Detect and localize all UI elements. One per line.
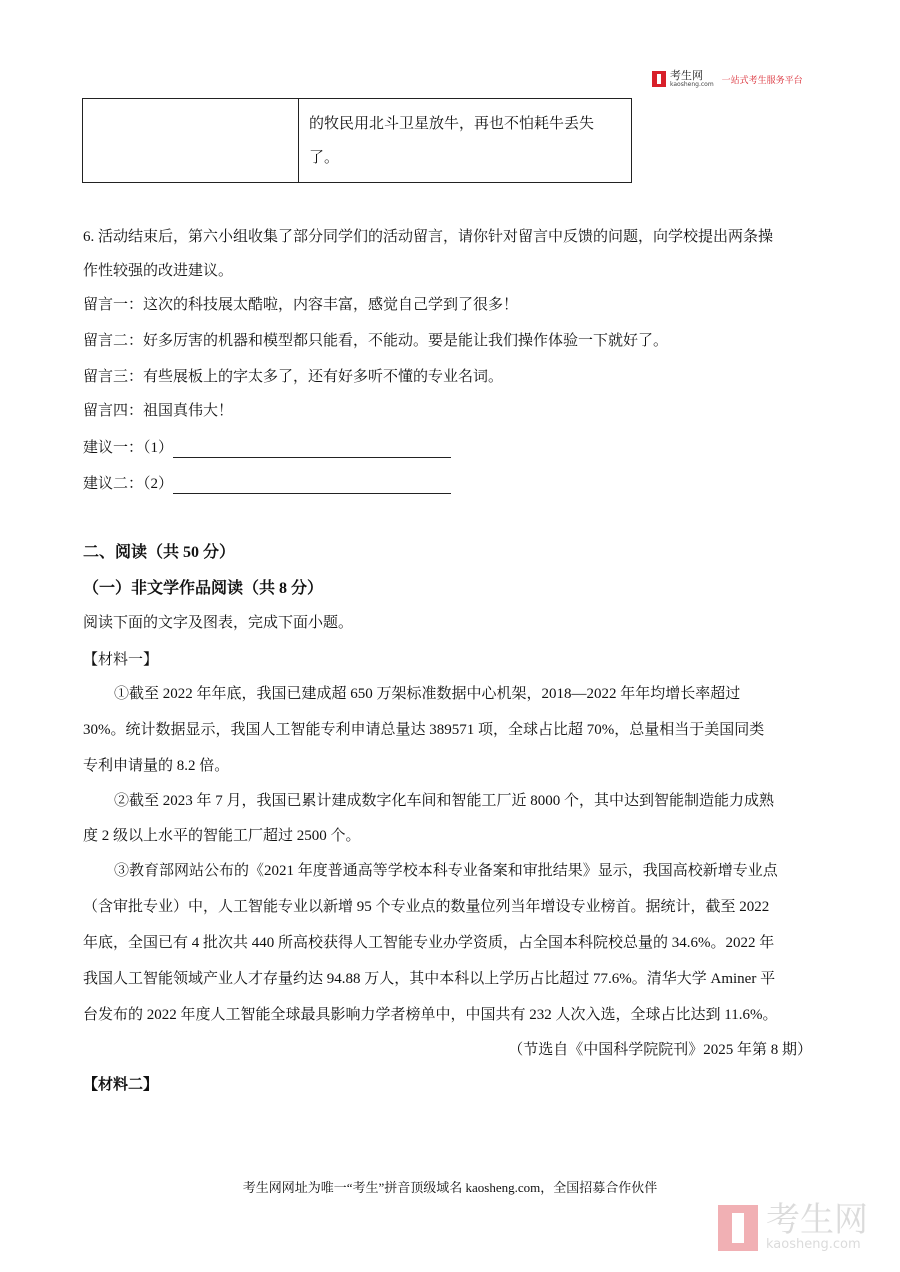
- suggestion-1-label: 建议一：（1）: [83, 440, 174, 456]
- comment-4: 留言四：祖国真伟大！: [83, 403, 234, 419]
- watermark-sub: kaosheng.com: [766, 1237, 861, 1252]
- paragraph-line: ①截至 2022 年年底，我国已建成超 650 万架标准数据中心机架，2018—2022 年年均增长率超过: [114, 686, 741, 702]
- section-title: 二、阅读（共 50 分）: [83, 544, 236, 561]
- table-divider: [298, 99, 299, 182]
- header-slogan: 一站式考生服务平台: [721, 75, 803, 86]
- paragraph-line: 30%。统计数据显示，我国人工智能专利申请总量达 389571 项，全球占比超 70%，总量相当于美国同类: [83, 722, 765, 738]
- watermark: [718, 1200, 868, 1252]
- footer-text: 考生网网址为唯一“考生”拼音顶级域名 kaosheng.com，全国招募合作伙伴: [242, 1180, 658, 1195]
- suggestion-1-blank[interactable]: [173, 441, 451, 458]
- material-2-label: 【材料二】: [83, 1077, 159, 1093]
- paragraph-line: （含审批专业）中，人工智能专业以新增 95 个专业点的数量位列当年增设专业榜首。据统计，截至 2022: [83, 899, 770, 915]
- paragraph-line: 专利申请量的 8.2 倍。: [83, 758, 230, 774]
- paragraph-line: ②截至 2023 年 7 月，我国已累计建成数字化车间和智能工厂近 8000 个，其中达到智能制造能力成熟: [114, 793, 775, 809]
- suggestion-2-blank[interactable]: [173, 477, 451, 494]
- answer-table: [82, 98, 632, 183]
- comment-1: 留言一：这次的科技展太酷啦，内容丰富，感觉自己学到了很多！: [83, 297, 519, 313]
- logo-text: 考生网: [670, 69, 703, 82]
- table-cell-line: 了。: [309, 150, 340, 166]
- kaosheng-logo-icon: [652, 71, 666, 87]
- table-cell-line: 的牧民用北斗卫星放牛，再也不怕耗牛丢失: [309, 116, 595, 132]
- suggestion-1: [83, 438, 451, 458]
- subsection-title: （一）非文学作品阅读（共 8 分）: [83, 580, 324, 597]
- paragraph-line: 我国人工智能领域产业人才存量约达 94.88 万人，其中本科以上学历占比超过 77.6%。清华大学 Aminer 平: [83, 971, 776, 987]
- watermark-text: 考生网: [766, 1200, 868, 1240]
- logo-sub: kaosheng.com: [670, 81, 714, 88]
- header-logo: [652, 70, 803, 88]
- question-6-text: 6. 活动结束后，第六小组收集了部分同学们的活动留言，请你针对留言中反馈的问题，向学校提出两条操: [83, 229, 774, 245]
- paragraph-line: 台发布的 2022 年度人工智能全球最具影响力学者榜单中，中国共有 232 人次入选，全球占比达到 11.6%。: [83, 1007, 778, 1023]
- paragraph-line: 年底，全国已有 4 批次共 440 所高校获得人工智能专业办学资质，占全国本科院校总量的 34.6%。2022 年: [83, 935, 775, 951]
- suggestion-2-label: 建议二：（2）: [83, 476, 174, 492]
- paragraph-line: ③教育部网站公布的《2021 年度普通高等学校本科专业备案和审批结果》显示，我国高校新增专业点: [114, 863, 778, 879]
- source-citation: （节选自《中国科学院院刊》2025 年第 8 期）: [508, 1042, 812, 1058]
- instruction: 阅读下面的文字及图表，完成下面小题。: [83, 615, 354, 631]
- paragraph-line: 度 2 级以上水平的智能工厂超过 2500 个。: [83, 828, 361, 844]
- suggestion-2: [83, 474, 451, 494]
- question-6-text: 作性较强的改进建议。: [83, 263, 234, 279]
- comment-3: 留言三：有些展板上的字太多了，还有好多听不懂的专业名词。: [83, 369, 504, 385]
- comment-2: 留言二：好多厉害的机器和模型都只能看，不能动。要是能让我们操作体验一下就好了。: [83, 333, 669, 349]
- watermark-logo-icon: [718, 1205, 758, 1251]
- material-1-label: 【材料一】: [83, 652, 159, 668]
